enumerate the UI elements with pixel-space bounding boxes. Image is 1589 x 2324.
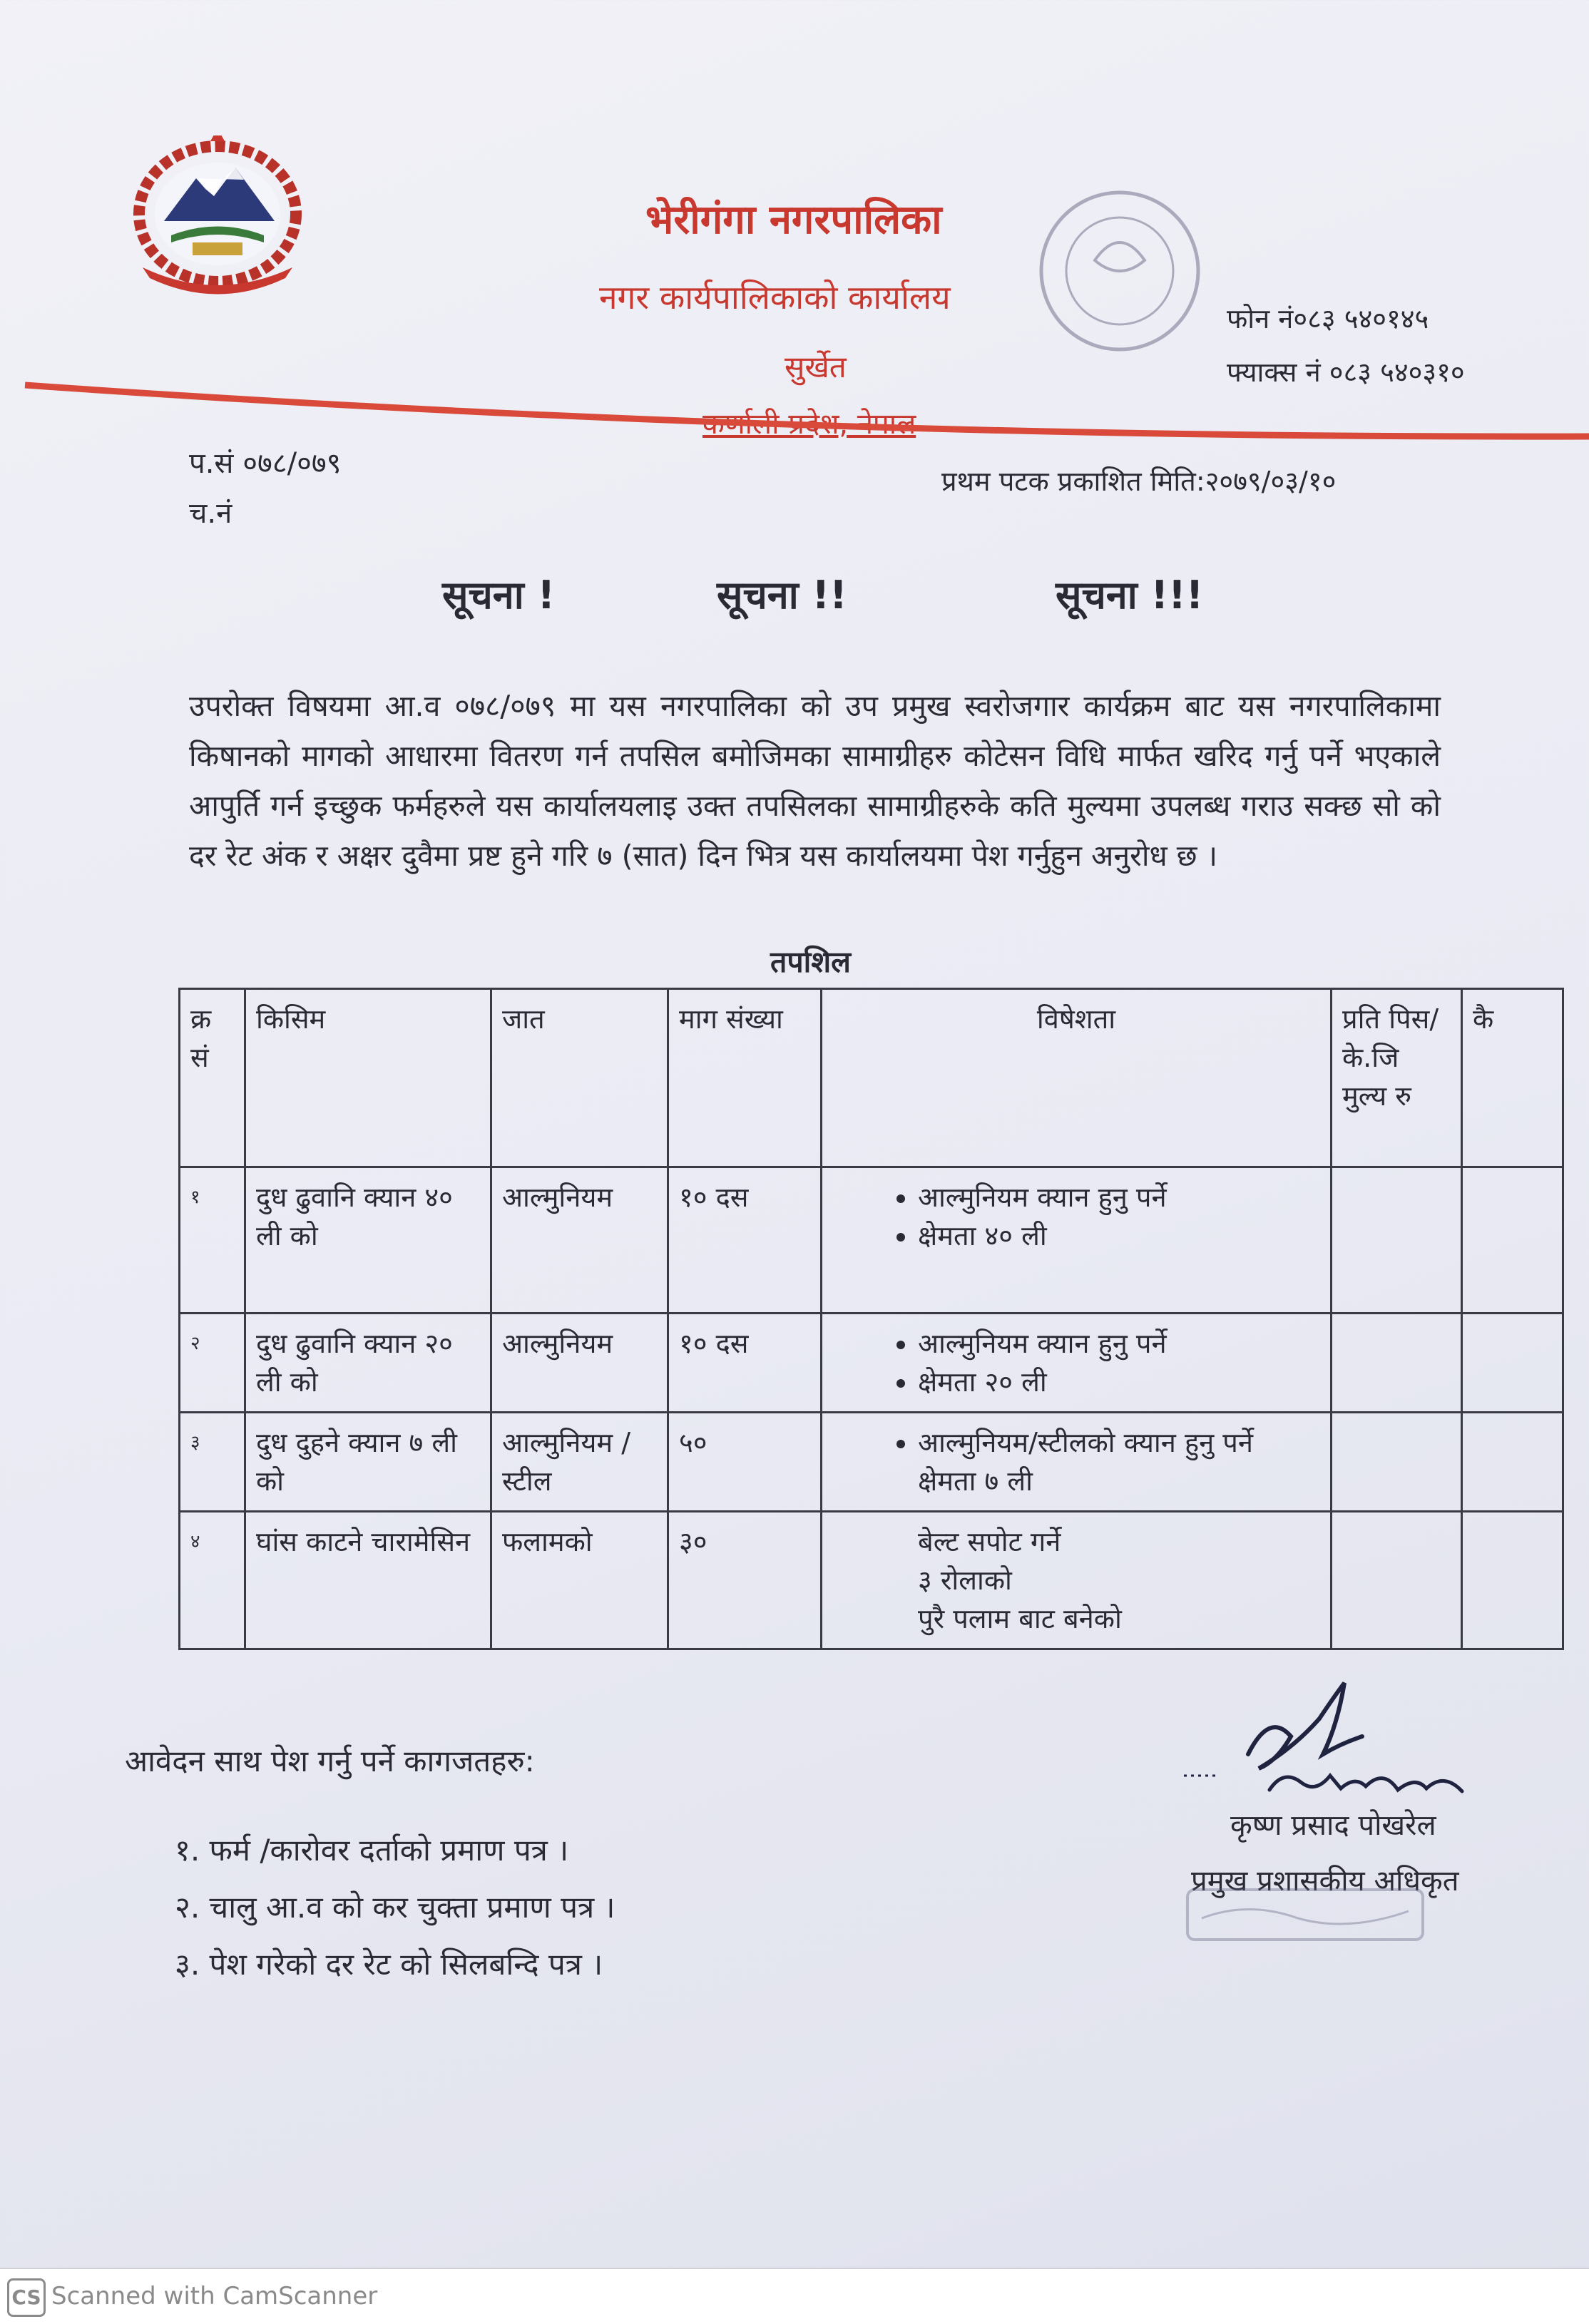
spec-item: पुरै पलाम बाट बनेको [918, 1603, 1122, 1634]
table-row [180, 1413, 1563, 1512]
column-header-spec: विषेशता [822, 989, 1332, 1167]
row-type: फलामको [491, 1512, 668, 1649]
table-row [180, 1314, 1563, 1413]
reference-number: प.सं ०७८/०७९ [189, 447, 342, 480]
row-sn: ३ [180, 1413, 245, 1512]
required-documents-title: आवेदन साथ पेश गर्नु पर्ने कागजतहरु: [125, 1744, 535, 1778]
column-header-qty: माग संख्या [668, 989, 822, 1167]
row-spec [822, 1413, 1332, 1512]
table-row [180, 1167, 1563, 1314]
scanner-footer [0, 2268, 1589, 2324]
spec-item: • क्षेमता ४० ली [918, 1217, 1320, 1255]
row-remarks [1462, 1512, 1563, 1649]
notice-heading: सूचना !!! [1056, 573, 1204, 618]
row-type: आल्मुनियम [491, 1314, 668, 1413]
row-item: दुध ढुवानि क्यान २० ली को [245, 1314, 491, 1413]
row-price [1332, 1512, 1462, 1649]
required-document-item: १. फर्म /कारोवर दर्ताको प्रमाण पत्र । [175, 1833, 569, 1868]
scanner-watermark-text: Scanned with CamScanner [51, 2282, 378, 2310]
camscanner-logo-icon: CS [7, 2278, 46, 2317]
column-header-remarks: कै [1462, 989, 1563, 1167]
column-header-item: किसिम [245, 989, 491, 1167]
table-row [180, 1512, 1563, 1649]
items-table [178, 988, 1564, 1650]
column-header-price: प्रति पिस/ के.जि मुल्य रु [1332, 989, 1462, 1167]
spec-item: ३ रोलाको [918, 1565, 1012, 1596]
officer-stamp-icon [1184, 1883, 1426, 1947]
column-header-type: जात [491, 989, 668, 1167]
row-qty: १० दस [668, 1167, 822, 1314]
spec-item: • आल्मुनियम क्यान हुनु पर्ने [918, 1324, 1320, 1363]
spec-item: बेल्ट सपोट गर्ने [918, 1526, 1061, 1557]
row-type: आल्मुनियम /स्टील [491, 1413, 668, 1512]
row-qty: १० दस [668, 1314, 822, 1413]
spec-item: क्षेमता ७ ली [918, 1465, 1033, 1497]
row-remarks [1462, 1413, 1563, 1512]
office-name: नगर कार्यपालिकाको कार्यालय [599, 278, 951, 317]
row-sn: २ [180, 1314, 245, 1413]
spec-item: • आल्मुनियम क्यान हुनु पर्ने [918, 1178, 1320, 1217]
row-spec [822, 1314, 1332, 1413]
spec-item: • आल्मुनियम/स्टीलको क्यान हुनु पर्ने [918, 1423, 1320, 1462]
dispatch-number: च.नं [189, 497, 233, 530]
district-name: सुर्खेत [785, 349, 847, 384]
row-remarks [1462, 1314, 1563, 1413]
row-qty: ३० [668, 1512, 822, 1649]
phone-number: फोन नं०८३ ५४०१४५ [1227, 303, 1429, 334]
row-item: दुध ढुवानि क्यान ४० ली को [245, 1167, 491, 1314]
row-remarks [1462, 1167, 1563, 1314]
row-item: दुध दुहने क्यान ७ ली को [245, 1413, 491, 1512]
notice-heading: सूचना ! [442, 573, 556, 618]
row-price [1332, 1167, 1462, 1314]
letterhead-divider [0, 0, 1589, 499]
province-name: कर्णाली प्रदेश, नेपाल [702, 408, 916, 441]
publication-date: प्रथम पटक प्रकाशित मिति:२०७९/०३/१० [941, 466, 1337, 497]
notice-body: उपरोक्त विषयमा आ.व ०७८/०७९ मा यस नगरपालिका को उप प्रमुख स्वरोजगार कार्यक्रम बाट यस नगरपालिकामा किषानको मागको आधारमा वितरण गर्न तपसिल बमोजिमका सामाग्रीहरु कोटेसन विधि मार्फत खरिद गर्नु पर्ने भएकाले आपुर्ति गर्न इच्छुक फर्महरुले यस कार्यालयलाइ उक्त तपसिलका सामाग्रीहरुके कति मुल्यमा उपलब्ध गराउ सक्छ सो को दर रेट अंक र अक्षर दुवैमा प्रष्ट हुने गरि ७ (सात) दिन भित्र यस कार्यालयमा पेश गर्नुहुन अनुरोध छ । [189, 689, 1441, 873]
row-type: आल्मुनियम [491, 1167, 668, 1314]
row-sn: १ [180, 1167, 245, 1314]
table-caption: तपशिल [770, 945, 851, 979]
fax-number: फ्याक्स नं ०८३ ५४०३१० [1227, 357, 1465, 388]
handwritten-signature [1170, 1669, 1498, 1811]
row-sn: ४ [180, 1512, 245, 1649]
row-qty: ५० [668, 1413, 822, 1512]
row-price [1332, 1314, 1462, 1413]
signatory-name: कृष्ण प्रसाद पोखरेल [1230, 1809, 1436, 1842]
row-price [1332, 1413, 1462, 1512]
row-spec [822, 1512, 1332, 1649]
row-item: घांस काटने चारामेसिन [245, 1512, 491, 1649]
column-header-sn: क्र सं [180, 989, 245, 1167]
notice-heading: सूचना !! [717, 573, 847, 618]
table-header-row [180, 989, 1563, 1167]
required-document-item: २. चालु आ.व को कर चुक्ता प्रमाण पत्र । [175, 1890, 615, 1925]
signatory-title: प्रमुख प्रशासकीय अधिकृत [1191, 1865, 1459, 1898]
required-document-item: ३. पेश गरेको दर रेट को सिलबन्दि पत्र । [175, 1947, 603, 1982]
municipality-name: भेरीगंगा नगरपालिका [645, 197, 942, 243]
spec-item: • क्षेमता २० ली [918, 1363, 1320, 1401]
row-spec [822, 1167, 1332, 1314]
